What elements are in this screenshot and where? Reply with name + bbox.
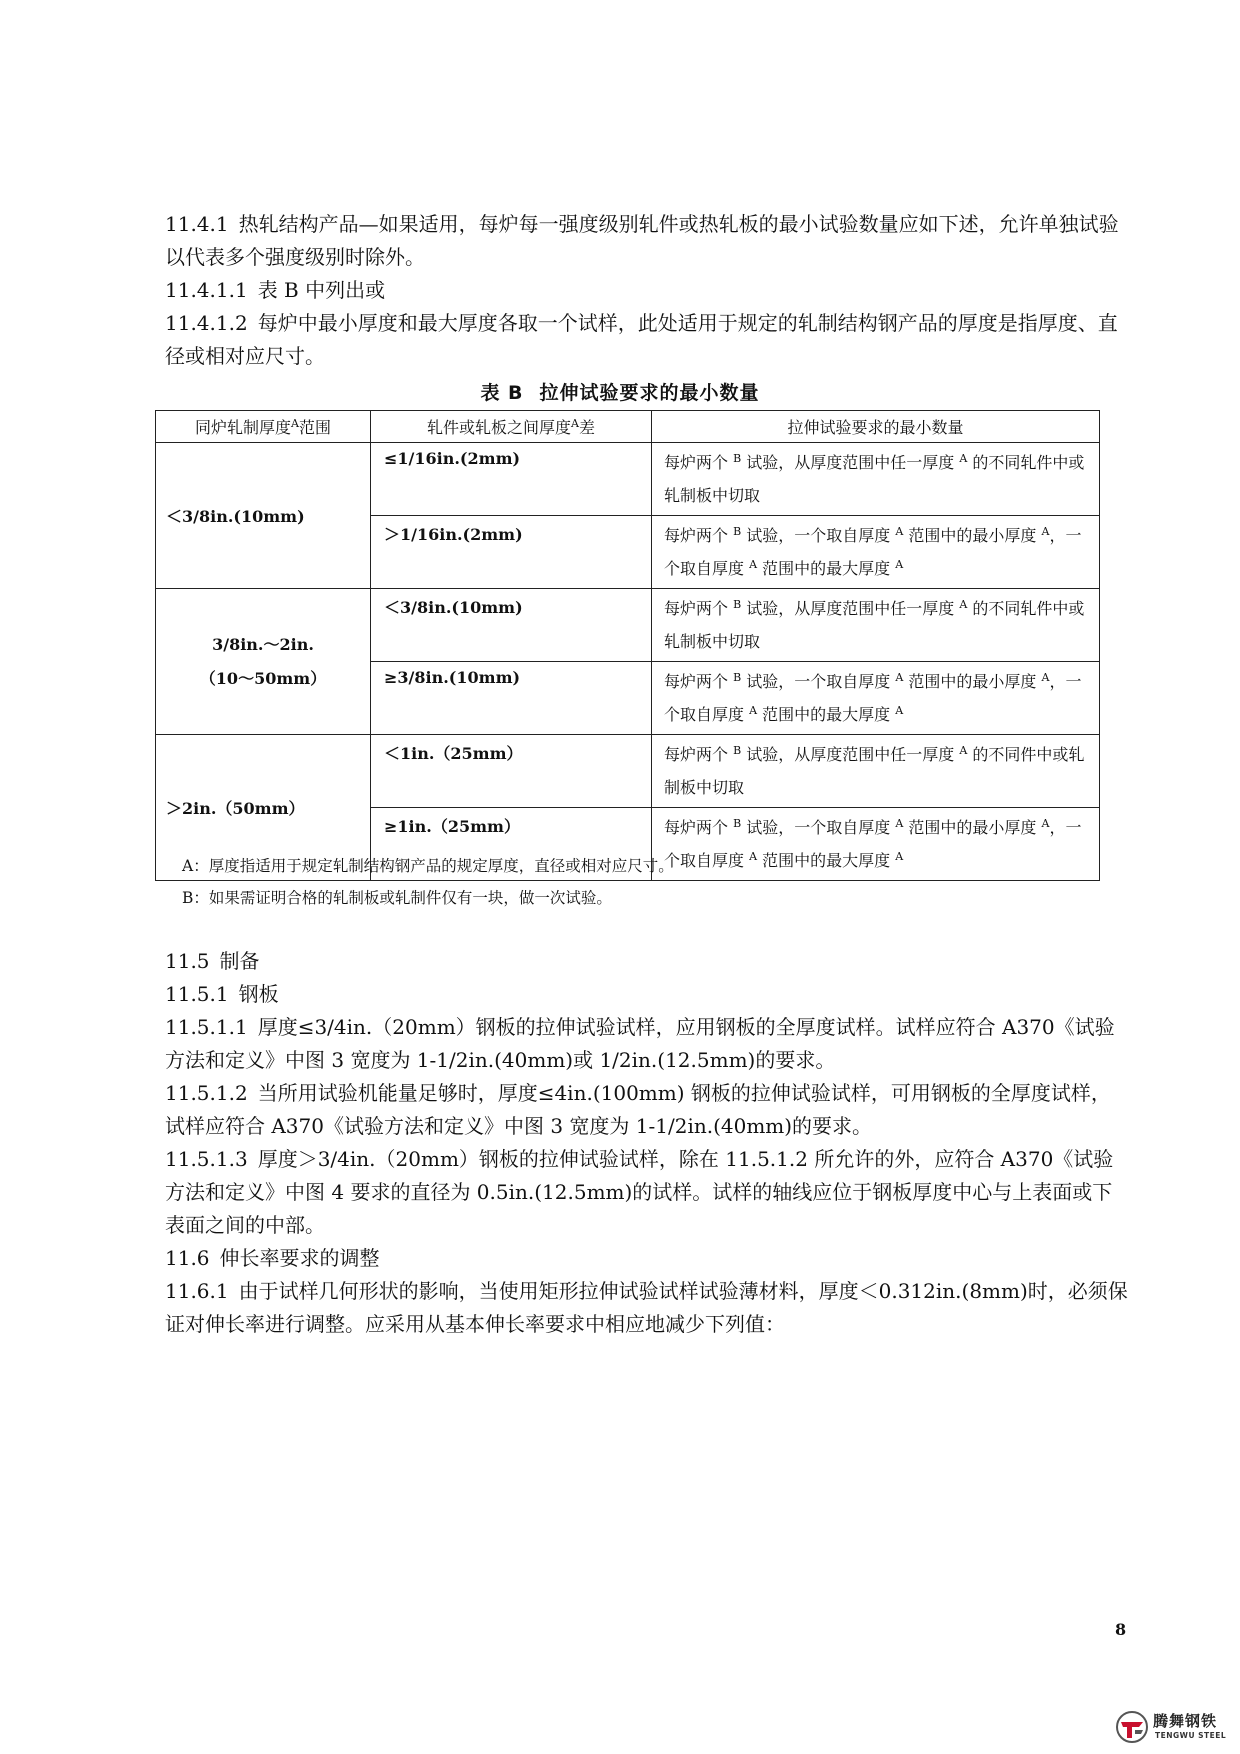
clause-11-5-1 — [165, 978, 1130, 1011]
clause-11-5-1-1 — [165, 1011, 1130, 1077]
footnote-marker: A — [895, 817, 904, 830]
requirement-cell: 每炉两个 $^B$ 试验，一个取自厚度 $^A$ 范围中的最小厚度 $^A$，一个取自厚度 $^A$ 范围中的最大厚度 $^A$ — [652, 808, 1100, 881]
thickness-range-cell: ＜3/8in.(10mm) — [156, 443, 371, 589]
thickness-difference-cell: ＜3/8in.(10mm) — [371, 589, 652, 662]
clause-number: 11.4.1.1 — [165, 278, 248, 302]
clause-11-4-1-1 — [165, 274, 1130, 307]
logo-name-cn: 腾舞钢铁 — [1153, 1712, 1218, 1730]
footnote-marker: A — [959, 598, 968, 611]
thickness-difference-cell: ＞1/16in.(2mm) — [371, 516, 652, 589]
clause-11-6-1 — [165, 1275, 1130, 1341]
clause-number: 11.5 — [165, 949, 210, 973]
logo-name-en: TENGWU STEEL — [1155, 1731, 1227, 1740]
footnote-marker: A — [749, 850, 758, 863]
company-logo — [1115, 1708, 1235, 1748]
footnote-marker: B — [733, 598, 742, 611]
clause-11-5-1-2 — [165, 1077, 1130, 1143]
requirement-cell: 每炉两个 $^B$ 试验，从厚度范围中任一厚度 $^A$ 的不同轧件中或轧制板中切取 — [652, 589, 1100, 662]
header-min-tests: 拉伸试验要求的最小数量 — [652, 411, 1100, 443]
footnote-marker: A — [749, 558, 758, 571]
table-caption-title: 拉伸试验要求的最小数量 — [539, 382, 760, 404]
footnote-marker: A — [1041, 671, 1050, 684]
footnote-marker: A — [1041, 525, 1050, 538]
footnote-marker: A — [895, 671, 904, 684]
thickness-difference-cell: ＜1in.（25mm） — [371, 735, 652, 808]
footnote-marker: A — [749, 704, 758, 717]
thickness-range-cell: ＞2in.（50mm） — [156, 735, 371, 881]
requirement-cell: 每炉两个 $^B$ 试验，从厚度范围中任一厚度 $^A$ 的不同轧件中或轧制板中切取 — [652, 443, 1100, 516]
clause-text: 当所用试验机能量足够时，厚度≤4in.(100mm) 钢板的拉伸试验试样，可用钢板的全厚度试样，试样应符合 A370《试验方法和定义》中图 3 宽度为 1-1/2in.(40mm)的要求。 — [165, 1081, 1111, 1138]
clause-number: 11.5.1.3 — [165, 1147, 248, 1171]
clause-number: 11.6 — [165, 1246, 210, 1270]
intro-section — [165, 208, 1130, 373]
footnote-marker: A — [1041, 817, 1050, 830]
tensile-test-table — [155, 410, 1100, 881]
footnote-marker: A — [959, 744, 968, 757]
table-header-row — [156, 411, 1100, 443]
clause-11-5-1-3 — [165, 1143, 1130, 1242]
table-note-b: B：如果需证明合格的轧制板或轧制件仅有一块，做一次试验。 — [182, 889, 612, 907]
table-row — [156, 589, 1100, 662]
footnote-marker: A — [895, 850, 904, 863]
clause-text: 热轧结构产品—如果适用，每炉每一强度级别轧件或热轧板的最小试验数量应如下述，允许单独试验以代表多个强度级别时除外。 — [165, 212, 1119, 269]
footnote-marker: B — [733, 671, 742, 684]
table-caption-label: 表 B — [480, 382, 524, 404]
thickness-range-cell: 3/8in.～2in. （10～50mm） — [156, 589, 371, 735]
table-row — [156, 443, 1100, 516]
clause-number: 11.4.1.2 — [165, 311, 248, 335]
footnote-marker: B — [733, 817, 742, 830]
clause-text: 厚度≤3/4in.（20mm）钢板的拉伸试验试样，应用钢板的全厚度试样。试样应符合 A370《试验方法和定义》中图 3 宽度为 1-1/2in.(40mm)或 1/2in.(12.5mm)的要求。 — [165, 1015, 1115, 1072]
clause-text: 表 B 中列出或 — [257, 278, 386, 302]
clause-11-4-1 — [165, 208, 1130, 274]
header-thickness-difference: 轧件或轧板之间厚度$^A$差 — [371, 411, 652, 443]
header-thickness-range: 同炉轧制厚度$^A$范围 — [156, 411, 371, 443]
clause-text: 每炉中最小厚度和最大厚度各取一个试样，此处适用于规定的轧制结构钢产品的厚度是指厚度、直径或相对应尺寸。 — [165, 311, 1118, 368]
tengwu-logo-icon — [1115, 1710, 1149, 1744]
clause-number: 11.5.1.1 — [165, 1015, 248, 1039]
footnote-marker: A — [895, 558, 904, 571]
page-number: 8 — [1115, 1620, 1127, 1639]
footnote-marker: B — [733, 525, 742, 538]
clause-11-5 — [165, 945, 1130, 978]
requirement-cell: 每炉两个 $^B$ 试验，一个取自厚度 $^A$ 范围中的最小厚度 $^A$，一个取自厚度 $^A$ 范围中的最大厚度 $^A$ — [652, 516, 1100, 589]
clause-11-6 — [165, 1242, 1130, 1275]
thickness-difference-cell: ≥3/8in.(10mm) — [371, 662, 652, 735]
footnote-marker: B — [733, 744, 742, 757]
footnote-marker: A — [895, 704, 904, 717]
clause-text: 厚度＞3/4in.（20mm）钢板的拉伸试验试样，除在 11.5.1.2 所允许的外，应符合 A370《试验方法和定义》中图 4 要求的直径为 0.5in.(12.5mm)的试样。试样的轴线应位于钢板厚度中心与上表面或下表面之间的中部。 — [165, 1147, 1114, 1237]
clause-text: 钢板 — [238, 982, 279, 1006]
clause-text: 由于试样几何形状的影响，当使用矩形拉伸试验试样试验薄材料，厚度＜0.312in.(8mm)时，必须保证对伸长率进行调整。应采用从基本伸长率要求中相应地减少下列值： — [165, 1279, 1128, 1336]
footnote-marker: A — [959, 452, 968, 465]
footnote-marker: A — [895, 525, 904, 538]
clause-number: 11.5.1 — [165, 982, 229, 1006]
thickness-difference-cell: ≥1in.（25mm） — [371, 808, 652, 881]
table-note-a: A：厚度指适用于规定轧制结构钢产品的规定厚度，直径或相对应尺寸。 — [182, 857, 674, 875]
thickness-difference-cell: ≤1/16in.(2mm) — [371, 443, 652, 516]
table-notes — [182, 850, 674, 914]
table-row — [156, 735, 1100, 808]
requirement-cell: 每炉两个 $^B$ 试验，从厚度范围中任一厚度 $^A$ 的不同件中或轧制板中切取 — [652, 735, 1100, 808]
clause-text: 伸长率要求的调整 — [219, 1246, 380, 1270]
clause-number: 11.5.1.2 — [165, 1081, 248, 1105]
clause-text: 制备 — [219, 949, 260, 973]
preparation-section — [165, 945, 1130, 1341]
clause-number: 11.6.1 — [165, 1279, 229, 1303]
requirement-cell: 每炉两个 $^B$ 试验，一个取自厚度 $^A$ 范围中的最小厚度 $^A$，一个取自厚度 $^A$ 范围中的最大厚度 $^A$ — [652, 662, 1100, 735]
table-caption — [0, 378, 1240, 408]
footnote-marker: B — [733, 452, 742, 465]
clause-number: 11.4.1 — [165, 212, 229, 236]
clause-11-4-1-2 — [165, 307, 1130, 373]
